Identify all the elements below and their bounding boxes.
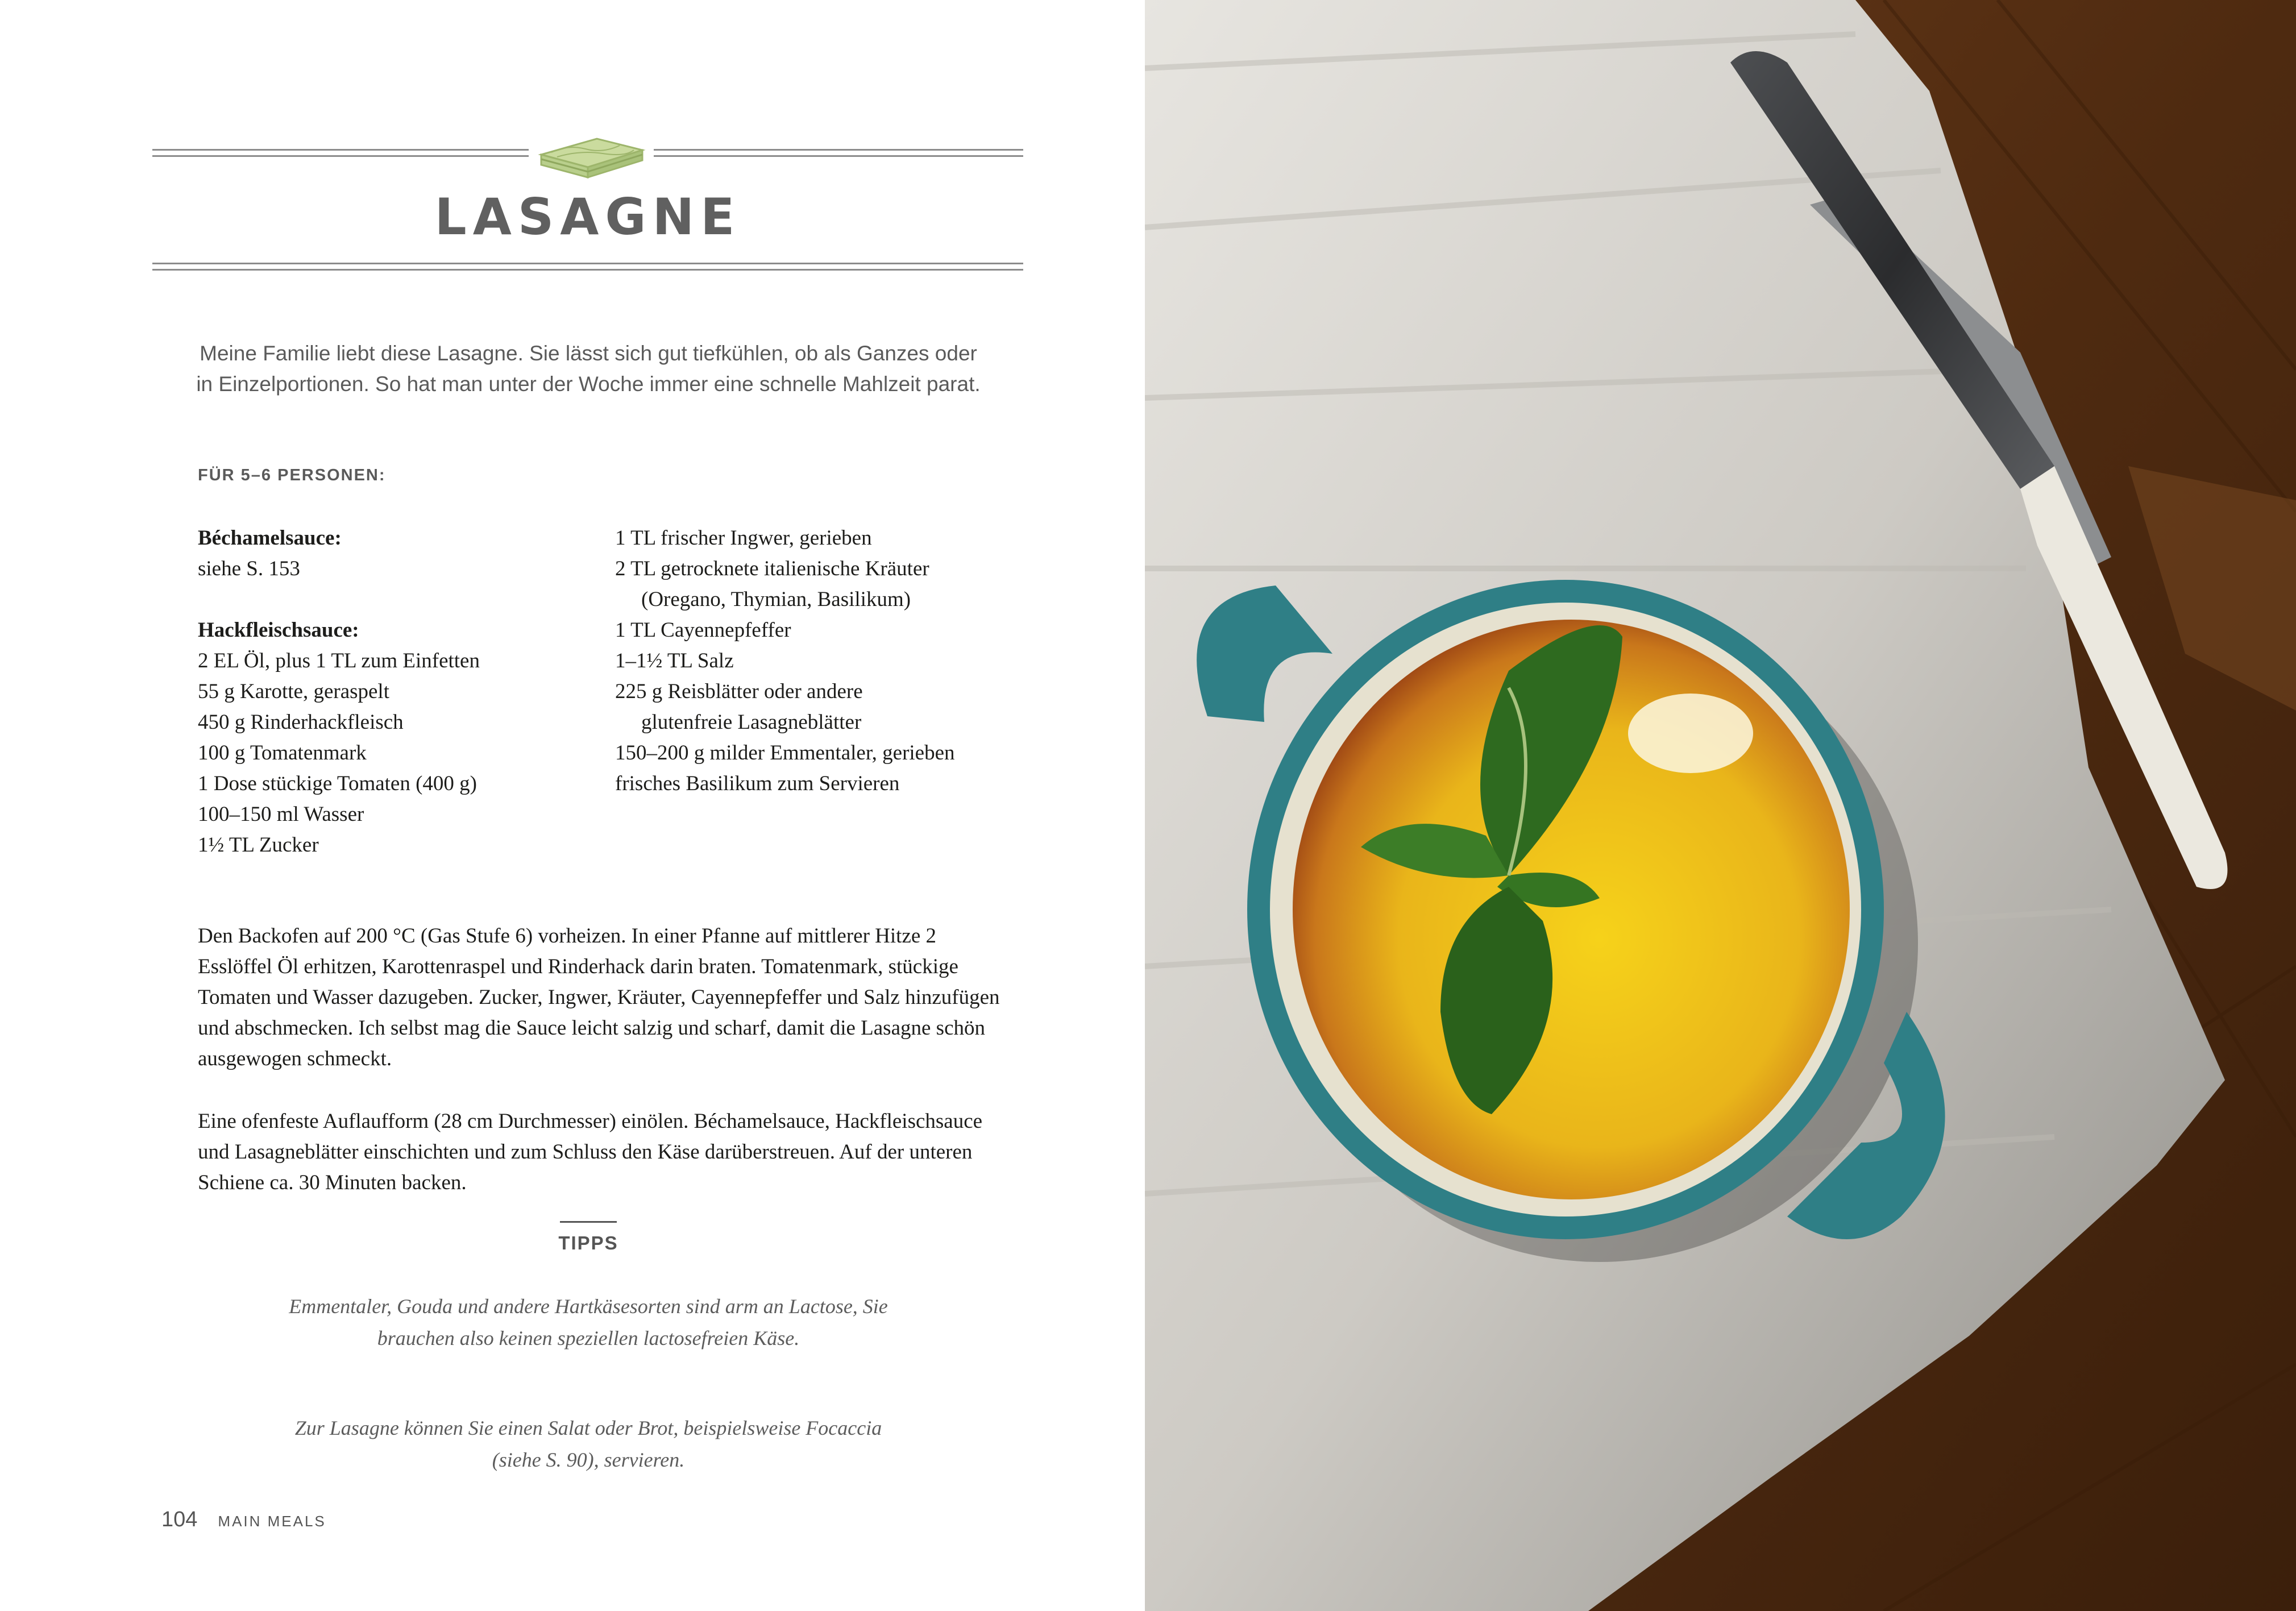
ingredient-line: 2 EL Öl, plus 1 TL zum Einfetten bbox=[198, 649, 480, 672]
ingredient-spacer bbox=[198, 584, 590, 615]
ingredient-line: 2 TL getrocknete italienische Kräuter bbox=[615, 557, 929, 580]
tip-text: Emmentaler, Gouda und andere Hartkäsesorten sind arm an Lactose, Sie brauchen also keinen speziellen lactosefreien Käse. bbox=[289, 1295, 888, 1350]
ingredient-line: 100–150 ml Wasser bbox=[198, 803, 364, 826]
tips-heading: TIPPS bbox=[558, 1232, 618, 1253]
ingredient-line: siehe S. 153 bbox=[198, 557, 300, 580]
ingredient-line: 225 g Reisblätter oder andere bbox=[615, 680, 863, 703]
recipe-title: LASAGNE bbox=[434, 188, 741, 246]
lasagne-slice-icon bbox=[529, 122, 654, 184]
ingredient-line: 1 TL frischer Ingwer, gerieben bbox=[615, 526, 872, 550]
recipe-intro: Meine Familie liebt diese Lasagne. Sie lässt sich gut tiefkühlen, ob als Ganzes oder in Einzelportionen. So hat man unter der Woche immer eine schnelle Mahlzeit parat. bbox=[196, 342, 981, 396]
title-rule-bottom bbox=[152, 263, 1023, 271]
ingredient-line: frisches Basilikum zum Servieren bbox=[615, 772, 900, 795]
ingredient-group-heading: Béchamelsauce: bbox=[198, 526, 342, 550]
recipe-page bbox=[0, 0, 1145, 1611]
ingredient-line: 55 g Karotte, geraspelt bbox=[198, 680, 389, 703]
tips-divider bbox=[560, 1221, 617, 1223]
lasagne-photo bbox=[1145, 0, 2296, 1611]
method-paragraph: Den Backofen auf 200 °C (Gas Stufe 6) vorheizen. In einer Pfanne auf mittlerer Hitze 2 Esslöffel Öl erhitzen, Karottenraspel und Rinderhack darin braten. Tomatenmark, stückige Tomaten und Wasser dazugeben. Zucker, Ingwer, Kräuter, Cayennepfeffer und Salz hinzufügen und abschmecken. Ich selbst mag die Sauce leicht salzig und scharf, damit die Lasagne schön ausgewogen schmeckt. bbox=[198, 924, 1000, 1070]
ingredient-line: (Oregano, Thymian, Basilikum) bbox=[641, 588, 911, 611]
ingredient-line: 1–1½ TL Salz bbox=[615, 649, 734, 672]
ingredients-column-2 bbox=[615, 523, 1013, 799]
ingredient-line: 1 Dose stückige Tomaten (400 g) bbox=[198, 772, 477, 795]
method-paragraph: Eine ofenfeste Auflaufform (28 cm Durchmesser) einölen. Béchamelsauce, Hackfleischsauce und Lasagneblätter einschichten und zum Schluss den Käse darüberstreuen. Auf der unteren Schiene ca. 30 Minuten backen. bbox=[198, 1110, 983, 1194]
page-footer bbox=[161, 1508, 326, 1532]
ingredient-line: 1 TL Cayennepfeffer bbox=[615, 618, 791, 642]
ingredient-group-heading: Hackfleischsauce: bbox=[198, 618, 359, 642]
servings-label: FÜR 5–6 PERSONEN: bbox=[198, 466, 386, 484]
ingredient-line: 150–200 g milder Emmentaler, gerieben bbox=[615, 741, 955, 765]
ingredient-line: glutenfreie Lasagneblätter bbox=[641, 711, 862, 734]
tip-text: Zur Lasagne können Sie einen Salat oder Brot, beispielsweise Focaccia (siehe S. 90), servieren. bbox=[294, 1417, 882, 1471]
ingredient-line: 450 g Rinderhackfleisch bbox=[198, 711, 404, 734]
ingredients-column-1 bbox=[198, 523, 590, 861]
section-name: MAIN MEALS bbox=[218, 1513, 326, 1530]
page-number: 104 bbox=[161, 1508, 198, 1531]
ingredient-line: 100 g Tomatenmark bbox=[198, 741, 367, 765]
ingredient-line: 1½ TL Zucker bbox=[198, 833, 319, 857]
